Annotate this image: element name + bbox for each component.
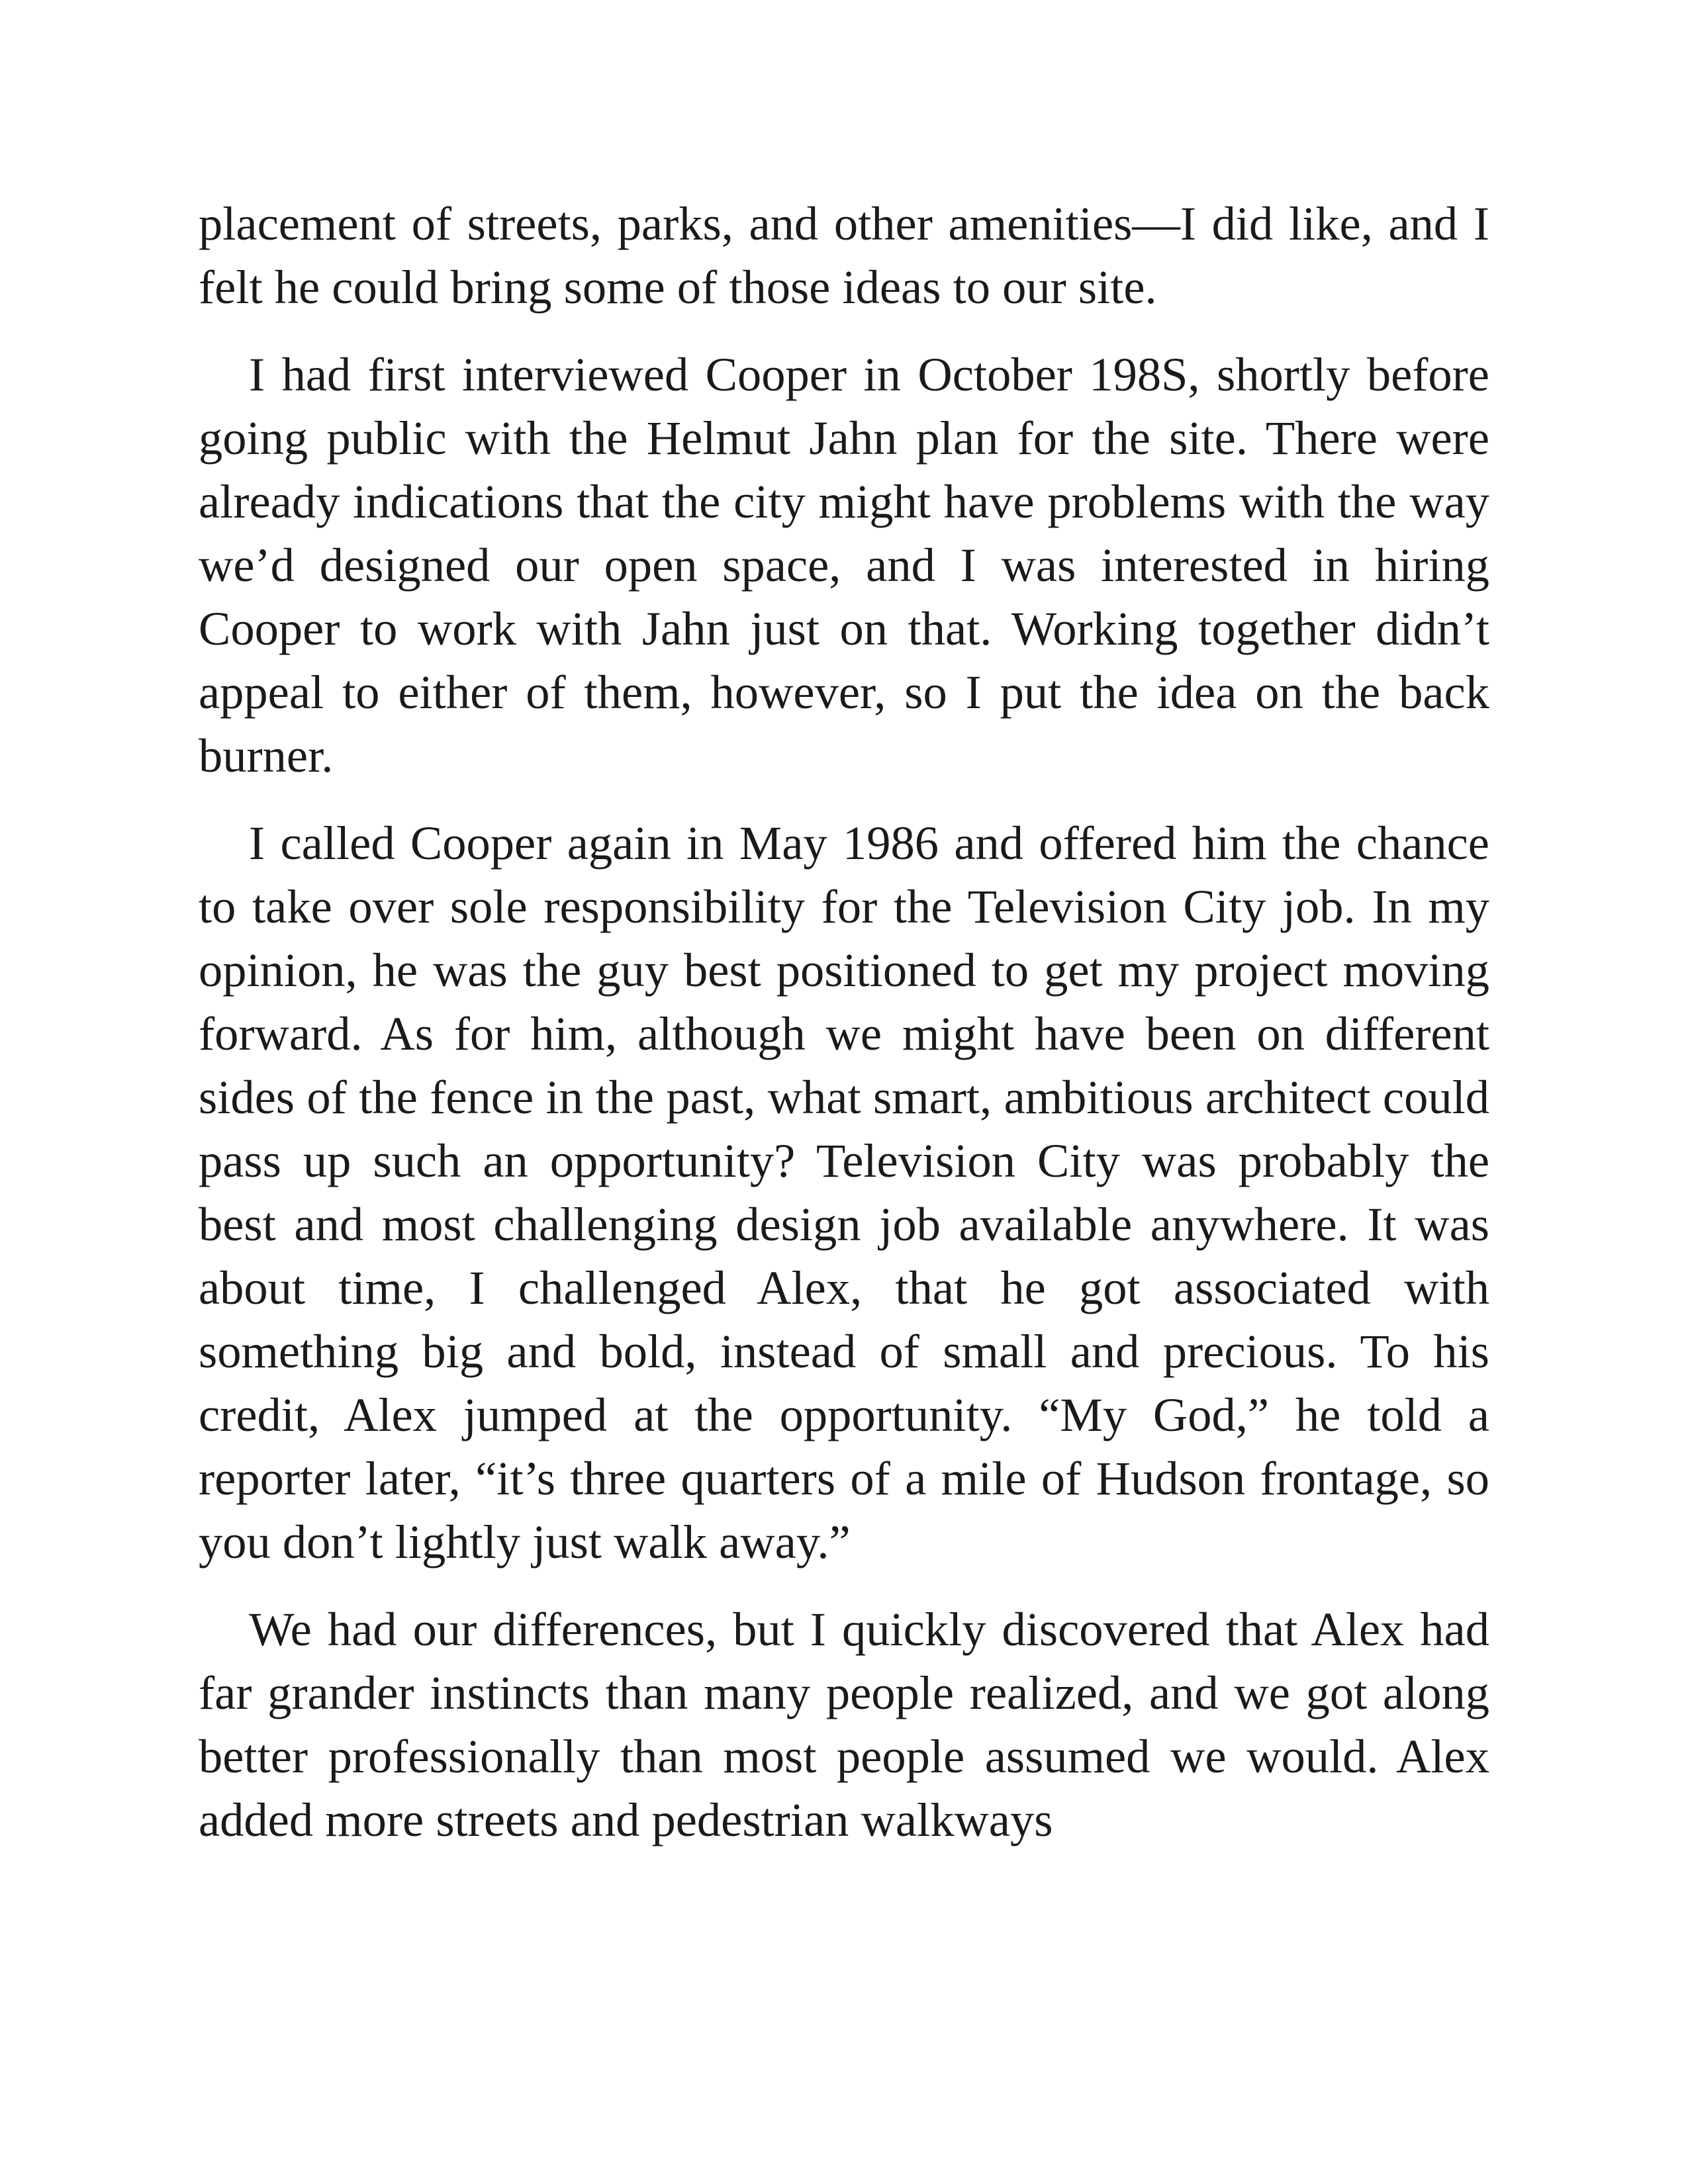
paragraph-3: I called Cooper again in May 1986 and offered him the chance to take over sole responsibility for the Television City job. In my opinion, he was the guy best positioned to get my project moving forward. As for him, although we might have been on different sides of the fence in the past, what smart, ambitious architect could pass up such an opportunity? Television City was probably the best and most challenging design job available anywhere. It was about time, I challenged Alex, that he got associated with something big and bold, instead of small and precious. To his credit, Alex jumped at the opportunity. “My God,” he told a reporter later, “it’s three quarters of a mile of Hudson frontage, so you don’t lightly just walk away.” [199, 816, 1489, 1569]
paragraph-4: We had our differences, but I quickly discovered that Alex had far grander instincts than many people realized, and we got along better professionally than most people assumed we would. Alex added more streets and pedestrian walkways [199, 1602, 1489, 1846]
paragraph-1: placement of streets, parks, and other amenities—I did like, and I felt he could bring some of those ideas to our site. [199, 197, 1489, 314]
paragraph-2: I had first interviewed Cooper in October 198S, shortly before going public with the Helmut Jahn plan for the site. There were already indications that the city might have problems with the way we’d designed our open space, and I was interested in hiring Cooper to work with Jahn just on that. Working together didn’t appeal to either of them, however, so I put the idea on the back burner. [199, 347, 1489, 782]
book-page [199, 192, 1489, 1876]
